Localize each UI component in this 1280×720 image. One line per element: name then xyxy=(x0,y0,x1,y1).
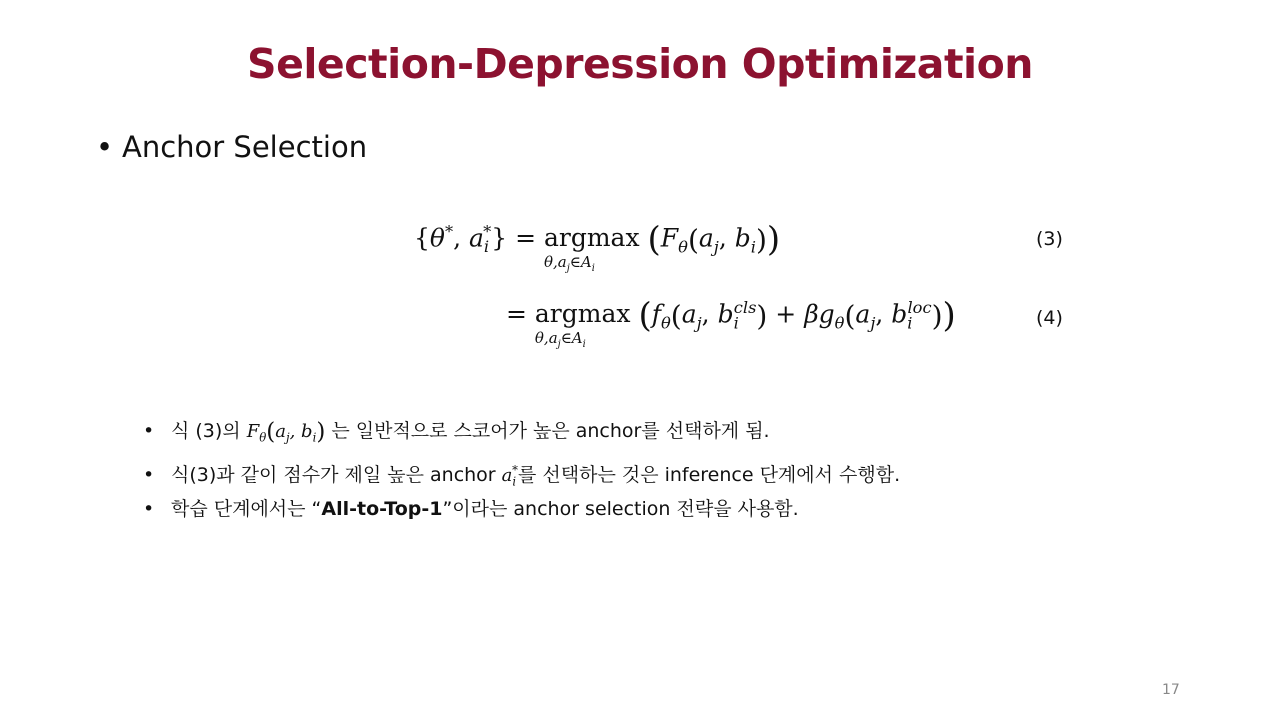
sub-bullet-text: 를 선택하는 것은 inference 단계에서 수행함. xyxy=(517,464,901,486)
sub-bullet-text: 학습 단계에서는 “ xyxy=(171,498,322,520)
sub-bullet-text: 식 (3)의 xyxy=(171,420,247,442)
sub-bullet-text: ”이라는 anchor selection 전략을 사용함. xyxy=(442,498,799,520)
equation-4-number: (4) xyxy=(1036,307,1063,329)
sub-bullet-list xyxy=(143,418,900,535)
slide-title: Selection-Depression Optimization xyxy=(247,40,1033,88)
equation-3: {θ*, $a_i^*\} = argmax$ $\theta,a_j\in A_i$ ($F_\theta(a_j$, $b_i$)) xyxy=(414,219,781,275)
page-number: 17 xyxy=(1162,682,1180,698)
bullet-dot: • xyxy=(143,498,155,520)
list-item xyxy=(143,418,900,457)
sub-bullet-text: 는 일반적으로 스코어가 높은 anchor를 선택하게 됨. xyxy=(325,420,770,442)
list-item xyxy=(143,457,900,496)
main-bullet xyxy=(96,130,367,164)
sub-bullet-text: 식(3)과 같이 점수가 제일 높은 anchor xyxy=(171,464,502,486)
equation-3-number: (3) xyxy=(1036,228,1063,250)
bullet-dot: • xyxy=(96,130,114,164)
main-bullet-text: Anchor Selection xyxy=(122,130,368,164)
equation-4: = argmax $\theta,a_j\in A_i$ ($f_\theta(a_j$, $b_i^{cls}) + \beta g_\theta(a_j$, $b_i^{loc}$)) xyxy=(506,295,956,351)
inline-math: $a_i^*$ xyxy=(501,463,518,489)
bullet-dot: • xyxy=(143,420,155,442)
strategy-name: All-to-Top-1 xyxy=(321,498,443,520)
bullet-dot: • xyxy=(143,464,155,486)
list-item xyxy=(143,496,900,535)
inline-math: $F_\theta(a_j$, $b_i$) xyxy=(246,419,326,445)
